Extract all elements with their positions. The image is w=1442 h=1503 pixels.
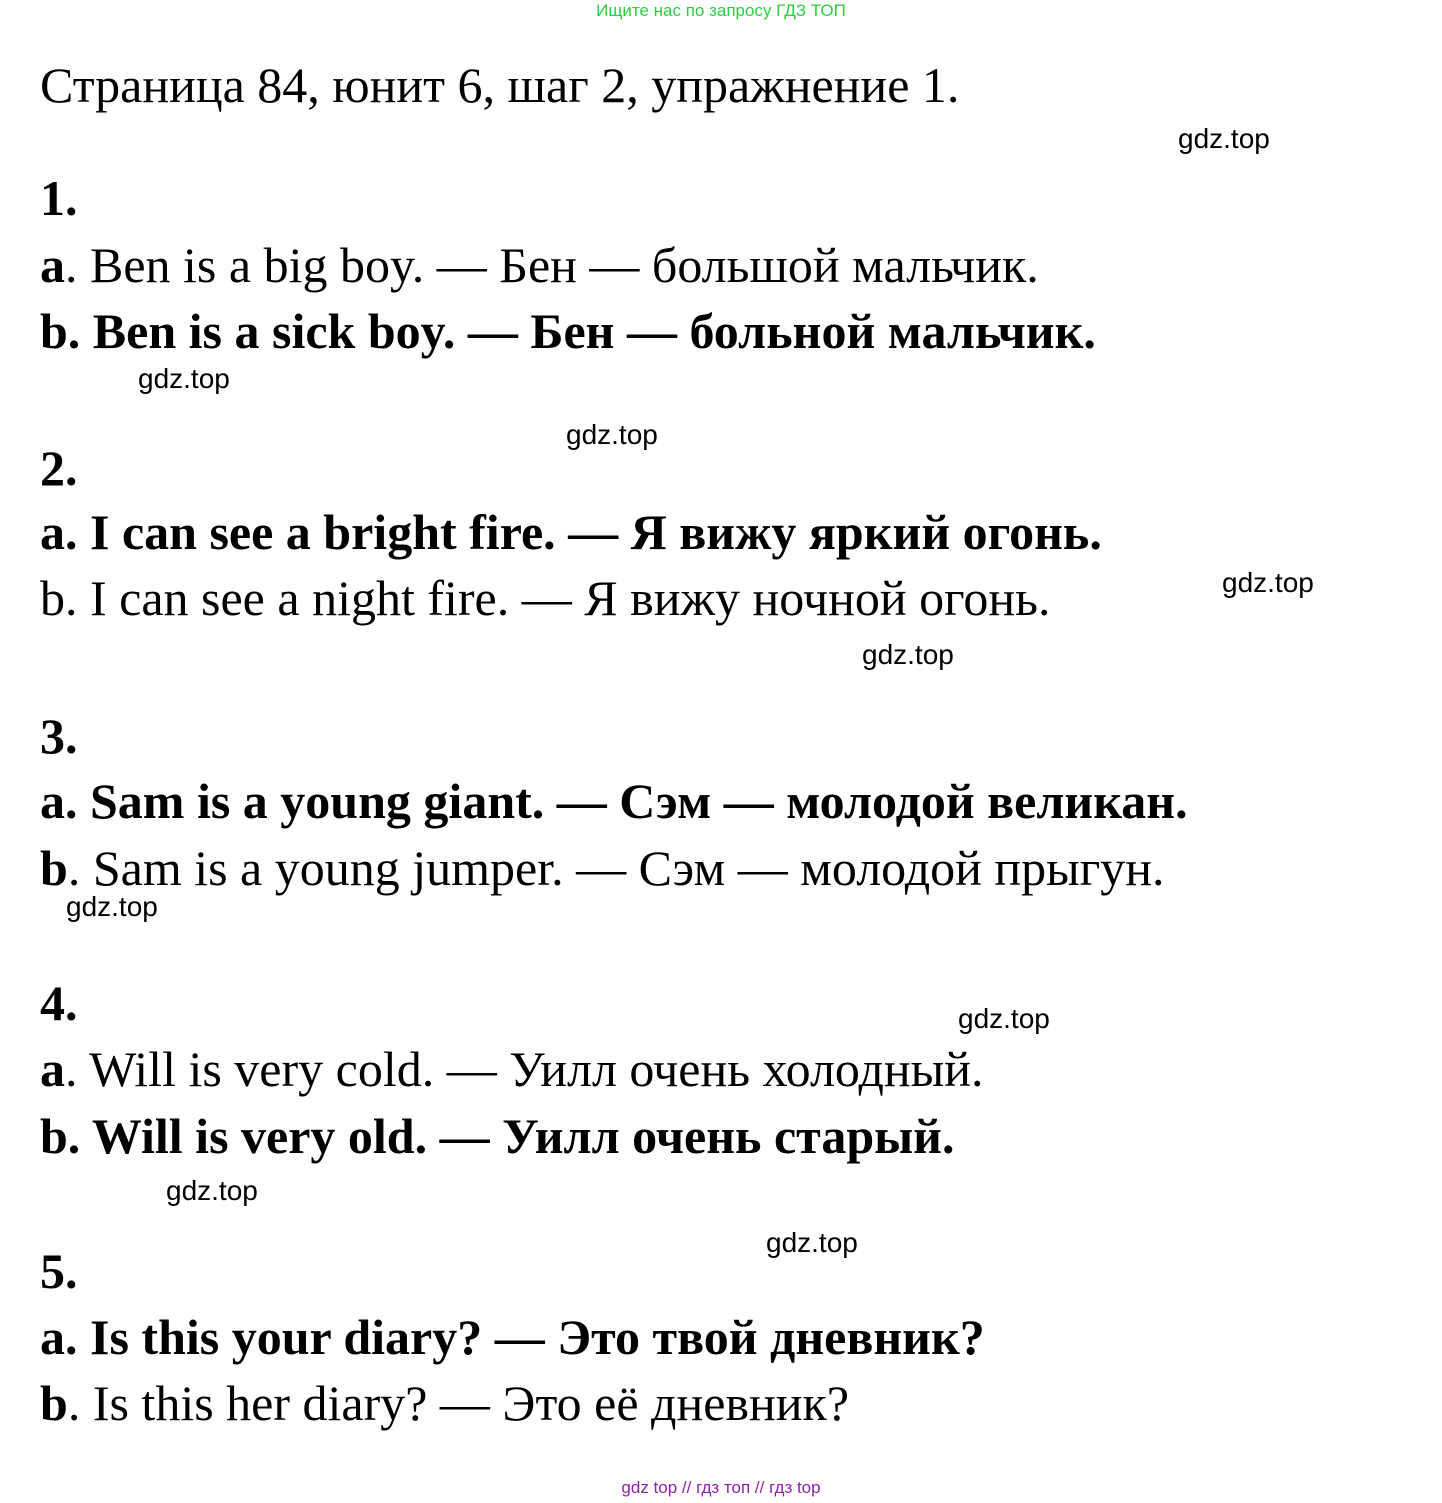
item-5-line-b <box>40 1375 850 1431</box>
bottom-banner: gdz top // гдз топ // гдз top <box>621 1478 821 1497</box>
item-5-line-a <box>40 1309 985 1365</box>
item-5-text-b: . Is this her diary? — Это её дневник? <box>67 1375 850 1431</box>
item-1-line-a <box>40 237 1039 293</box>
item-3-line-a <box>40 773 1188 829</box>
item-1-text-a: . Ben is a big boy. — Бен — большой мальчик. <box>65 237 1039 293</box>
item-4-letter-a: a <box>40 1041 65 1097</box>
item-5-letter-a: a <box>40 1309 65 1365</box>
top-banner: Ищите нас по запросу ГДЗ ТОП <box>596 1 846 20</box>
watermark: gdz.top <box>166 1175 258 1206</box>
item-2-line-a: a. I can see a bright fire. — Я вижу яркий огонь. <box>40 504 1102 560</box>
item-3-letter-a: a <box>40 773 65 829</box>
item-1-letter-a: a <box>40 237 65 293</box>
watermark: gdz.top <box>958 1003 1050 1034</box>
watermark: gdz.top <box>138 363 230 394</box>
item-4-line-b: b. Will is very old. — Уилл очень старый. <box>40 1108 955 1164</box>
item-4-text-a: . Will is very cold. — Уилл очень холодный. <box>65 1041 984 1097</box>
item-number-3: 3. <box>40 708 78 764</box>
watermark: gdz.top <box>566 419 658 450</box>
watermark: gdz.top <box>1178 123 1270 154</box>
item-4-line-a <box>40 1041 984 1097</box>
item-5-text-a: . Is this your diary? — Это твой дневник? <box>65 1309 985 1365</box>
page-title: Страница 84, юнит 6, шаг 2, упражнение 1. <box>40 57 960 113</box>
item-2-line-b: b. I can see a night fire. — Я вижу ночной огонь. <box>40 570 1051 626</box>
item-3-letter-b: b <box>40 840 68 896</box>
item-number-2: 2. <box>40 440 78 496</box>
watermark: gdz.top <box>766 1227 858 1258</box>
item-number-1: 1. <box>40 170 78 226</box>
item-5-letter-b: b <box>40 1375 68 1431</box>
item-number-5: 5. <box>40 1243 78 1299</box>
item-3-line-b <box>40 840 1165 896</box>
watermark: gdz.top <box>1222 567 1314 598</box>
watermark: gdz.top <box>862 639 954 670</box>
item-1-line-b: b. Ben is a sick boy. — Бен — больной мальчик. <box>40 303 1096 359</box>
item-3-text-a: . Sam is a young giant. — Сэм — молодой великан. <box>65 773 1188 829</box>
item-3-text-b: . Sam is a young jumper. — Сэм — молодой прыгун. <box>67 840 1165 896</box>
item-number-4: 4. <box>40 975 78 1031</box>
watermark: gdz.top <box>66 891 158 922</box>
